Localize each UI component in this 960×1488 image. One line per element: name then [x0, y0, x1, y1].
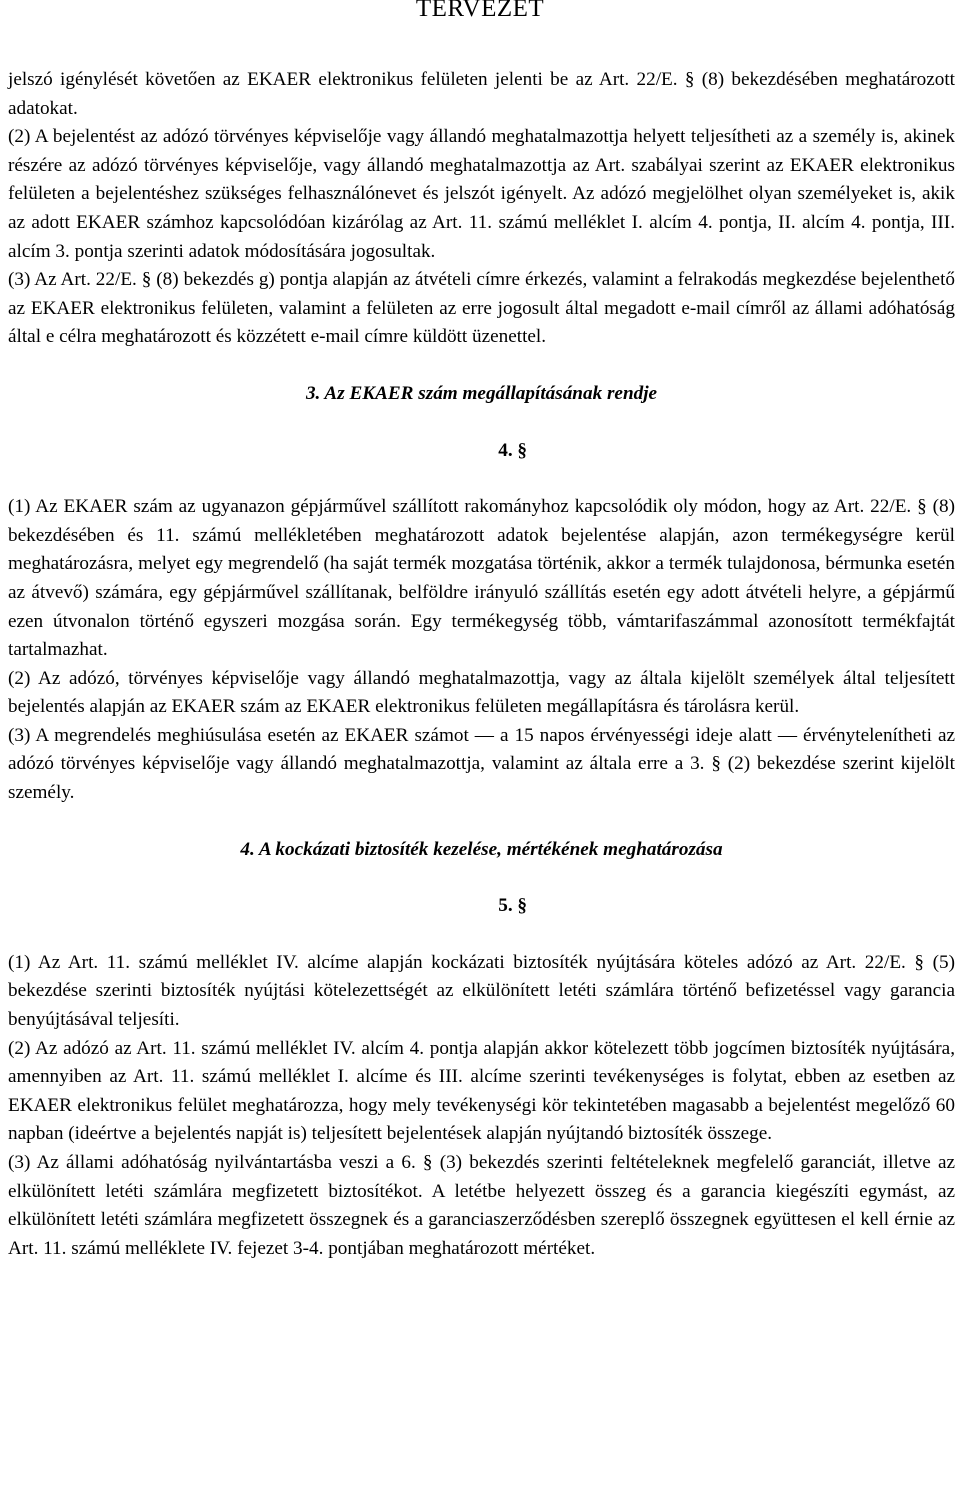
paragraph-3-3: (3) Az Art. 22/E. § (8) bekezdés g) pontja alapján az átvételi címre érkezés, valamint a felrakodás megkezdése bejelenthető az EKAER elektronikus felületen, valamint a felületen az erre jogosult által megadott e-mail címről az állami adóhatóság által e célra meghatározott és közzétett e-mail címre küldött üzenettel.: [8, 269, 955, 348]
paragraph-number-4: 4. §: [498, 439, 527, 461]
paragraph-number-5: 5. §: [498, 895, 527, 917]
paragraph-5-2: (2) Az adózó az Art. 11. számú melléklet IV. alcím 4. pontja alapján akkor kötelezett több jogcímen biztosíték nyújtására, amennyiben az Art. 11. számú melléklet I. alcíme és III. alcíme szerinti tevékenységes is folytat, ebben az esetben az EKAER elektronikus felület meghatározza, hogy mely tevékenységi kör tekintetében magasabb a bejelentést megelőző 60 napban (ideértve a bejelentés napját is) teljesített bejelentések alapján nyújtandó biztosíték összege.: [8, 1037, 955, 1145]
paragraph-4-2: (2) Az adózó, törvényes képviselője vagy állandó meghatalmazottja, vagy az általa kijelölt személyek által teljesített bejelentés alapján az EKAER szám az EKAER elektronikus felületen megállapításra és tárolásra kerül.: [8, 667, 955, 718]
paragraph-5-3: (3) Az állami adóhatóság nyilvántartásba veszi a 6. § (3) bekezdés szerinti feltételeknek megfelelő garanciát, illetve az elkülönített letéti számlára megfizetett biztosítékot. A letétbe helyezett összeg és a garancia kiegészíti egymást, az elkülönített letéti számlára megfizetett összegnek és a garanciaszerződésben szereplő összegnek együttesen el kell érnie az Art. 11. számú melléklete IV. fejezet 3-4. pontjában meghatározott mértéket.: [8, 1152, 955, 1259]
section-title-4: 4. A kockázati biztosíték kezelése, mértékének meghatározása: [240, 838, 723, 860]
paragraph-3-2: (2) A bejelentést az adózó törvényes képviselője vagy állandó meghatalmazottja helyett teljesítheti az a személy is, akinek részére az adózó törvényes képviselője, vagy állandó meghatalmazottja az Art. szabályai szerint az EKAER elektronikus felületen a bejelentéshez szükséges felhasználónevet és jelszót igényelt. Az adózó megjelölhet olyan személyeket is, akik az adott EKAER számhoz kapcsolódóan kizárólag az Art. 11. számú melléklet I. alcím 4. pontja, II. alcím 4. pontja, III. alcím 3. pontja szerinti adatok módosítására jogosultak.: [8, 126, 955, 262]
section-title-3: 3. Az EKAER szám megállapításának rendje: [305, 382, 658, 404]
document-header-title: TERVEZET: [415, 0, 545, 22]
paragraph-4-3: (3) A megrendelés meghiúsulása esetén az EKAER számot — a 15 napos érvényességi ideje alatt — érvénytelenítheti az adózó törvényes képviselője vagy állandó meghatalmazottja, valamint az általa erre a 3. § (2) bekezdése szerint kijelölt személy.: [8, 724, 955, 804]
paragraph-continuation: jelszó igénylését követően az EKAER elektronikus felületen jelenti be az Art. 22/E. § (8) bekezdésében meghatározott adatokat.: [8, 69, 955, 119]
paragraph-4-1: (1) Az EKAER szám az ugyanazon gépjárművel szállított rakományhoz kapcsolódik oly módon, hogy az Art. 22/E. § (8) bekezdésében és 11. számú mellékletében meghatározott adatok bejelentése alapján, azon termékegységre kerül meghatározásra, melyet egy megrendelő (ha saját termék mozgatása történik, akkor a termék tulajdonosa, bérmunka esetén az átvevő) számára, egy gépjárművel szállítanak, belföldre irányuló szállítás esetén egy adott átvételi helyre, a gépjármű ezen útvonalon történő egyszeri mozgása során. Egy termékegység több, vámtarifaszámmal azonosított termékfajtát tartalmazhat.: [8, 496, 955, 661]
paragraph-5-1: (1) Az Art. 11. számú melléklet IV. alcíme alapján kockázati biztosíték nyújtására köteles adózó az Art. 22/E. § (5) bekezdése szerinti biztosíték nyújtási kötelezettségét az elkülönített letéti számlára történő befizetéssel vagy garancia benyújtásával teljesíti.: [8, 951, 955, 1031]
document-body: [8, 66, 955, 1263]
